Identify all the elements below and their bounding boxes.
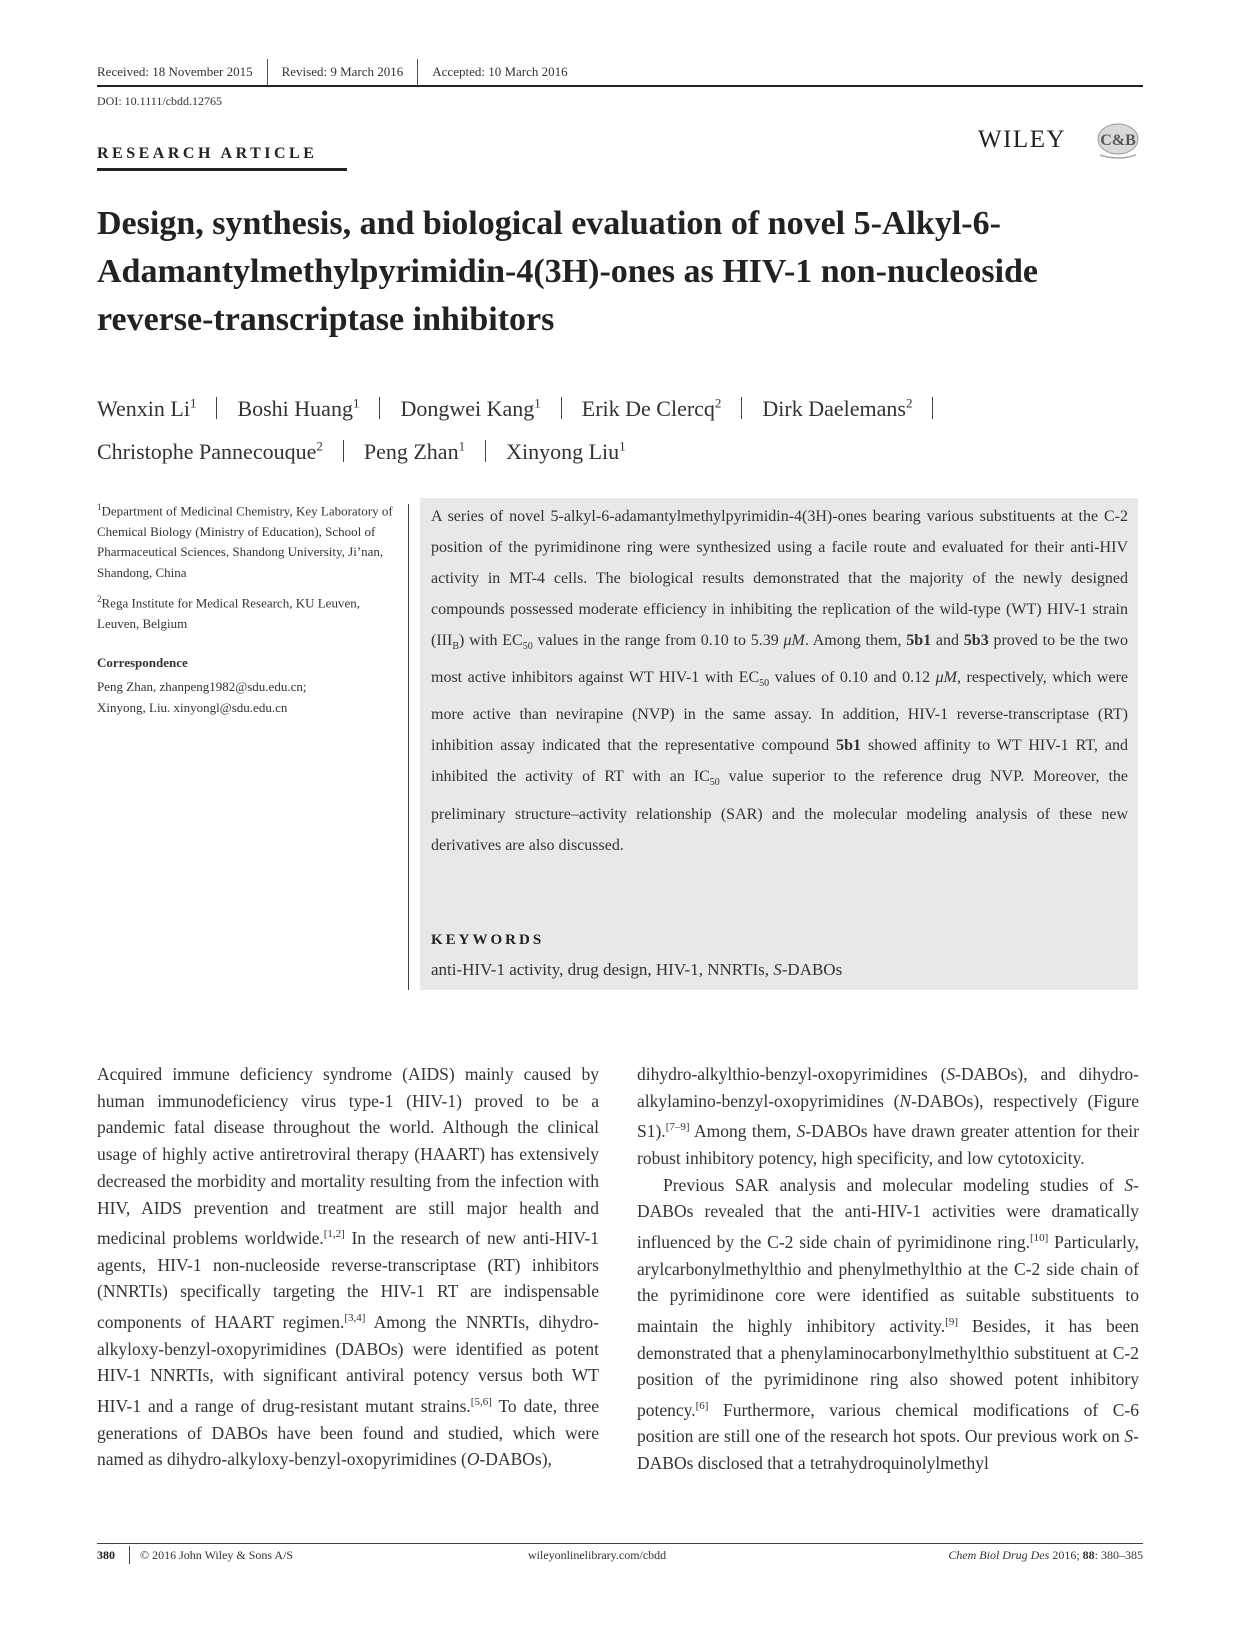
divider [932, 397, 933, 419]
author[interactable]: Peng Zhan$^1$ [363, 438, 466, 464]
keywords-heading: KEYWORDS [431, 932, 545, 948]
revised-date: Revised: 9 March 2016 [281, 64, 404, 79]
divider [741, 397, 742, 419]
author[interactable]: Erik De Clercq$^2$ [581, 396, 722, 422]
paragraph: Acquired immune deficiency syndrome (AIDS) mainly caused by human immunodeficiency virus type-1 (HIV-1) proved to be a pandemic fatal disease throughout the world. Although the clinical usage of highly active antiretroviral therapy (HAART) has extensively decreased the morbidity and mortality resulting from the infection with HIV, AIDS prevention and treatment are still major health and medicinal problems worldwide.[1,2] In the research of new anti-HIV-1 agents, HIV-1 non-nucleoside reverse-transcriptase (RT) inhibitors (NNRTIs) specifically targeting the HIV-1 RT are indispensable components of HAART regimen.[3,4] Among the NNRTIs, dihydro-alkyloxy-benzyl-oxopyrimidines (DABOs) were identified as potent HIV-1 NNRTIs, with significant antiviral potency versus both WT HIV-1 and a range of drug-resistant mutant strains.[5,6] To date, three generations of DABOs have been found and studied, which were named as dihydro-alkyloxy-benzyl-oxopyrimidines (O-DABOs), [97, 1064, 599, 1470]
author[interactable]: Christophe Pannecouque$^2$ [97, 438, 323, 464]
footer-rule [97, 1543, 1143, 1544]
author[interactable]: Dongwei Kang$^1$ [400, 396, 541, 422]
divider [485, 440, 486, 462]
correspondence-heading: Correspondence [97, 654, 188, 670]
author[interactable]: Xinyong Liu$^1$ [506, 438, 626, 464]
journal-logo-icon [1094, 121, 1142, 161]
correspondence-line[interactable]: Peng Zhan, zhanpeng1982@sdu.edu.cn; [97, 679, 307, 695]
article-type: RESEARCH ARTICLE [97, 145, 318, 162]
correspondence-line[interactable]: Xinyong, Liu. xinyongl@sdu.edu.cn [97, 699, 288, 715]
author[interactable]: Wenxin Li$^1$ [97, 396, 197, 422]
accepted-date: Accepted: 10 March 2016 [432, 64, 568, 79]
doi[interactable]: DOI: 10.1111/cbdd.12765 [97, 94, 222, 108]
received-date: Received: 18 November 2015 [97, 64, 253, 79]
header-rule [97, 85, 1143, 87]
paragraph: dihydro-alkylthio-benzyl-oxopyrimidines (S-DABOs), and dihydro-alkylamino-benzyl-oxopyrimidines (N-DABOs), respectively (Figure S1).[7–9] Among them, S-DABOs have drawn greater attention for their robust inhibitory potency, high specificity, and low cytotoxicity. [637, 1064, 1139, 1168]
keywords: anti-HIV-1 activity, drug design, HIV-1, NNRTIs, S-DABOs [431, 960, 843, 979]
affiliations [97, 497, 397, 718]
citation[interactable]: [9] [945, 1315, 958, 1328]
abstract-text: A series of novel 5-alkyl-6-adamantylmethylpyrimidin-4(3H)-ones bearing various substituents at the C-2 position of the pyrimidinone ring were synthesized using a facile route and evaluated for their anti-HIV activity in MT-4 cells. The biological results demonstrated that the majority of the newly designed compounds possessed moderate efficiency in inhibiting the replication of the wild-type (WT) HIV-1 strain $(III_B)$ with $EC_{50}$ values in the range from 0.10 to 5.39 μM. Among them, 5b1 and 5b3 proved to be the two most active inhibitors against WT HIV-1 with $EC_{50}$ values of 0.10 and 0.12 μM, respectively, which were more active than nevirapine (NVP) in the same assay. In addition, HIV-1 reverse-transcriptase (RT) inhibition assay indicated that the representative compound 5b1 showed affinity to WT HIV-1 RT, and inhibited the activity of RT with an $IC_{50}$ value superior to the reference drug NVP. Moreover, the preliminary structure–activity relationship (SAR) and the molecular modeling analysis of these new derivatives are also discussed. [431, 508, 1129, 854]
abstract-rule [408, 504, 409, 990]
article-dates [97, 60, 582, 84]
author[interactable]: Dirk Daelemans$^2$ [762, 396, 913, 422]
divider [343, 440, 344, 462]
affiliation-1: $^1$Department of Medicinal Chemistry, Key Laboratory of Chemical Biology (Ministry of Education), School of Pharmaceutical Sciences, Shandong University, Ji’nan, Shandong, China [97, 502, 393, 580]
citation[interactable]: [6] [695, 1399, 709, 1412]
journal-logo-text: C&B [1100, 132, 1136, 149]
article-title: Design, synthesis, and biological evaluation of novel 5-Alkyl-6-Adamantylmethylpyrimidin-4(3H)-ones as HIV-1 non-nucleoside reverse-transcriptase inhibitors [97, 205, 1039, 338]
article-type-underline [97, 168, 347, 171]
divider [379, 397, 380, 419]
copyright: © 2016 John Wiley & Sons A/S [140, 1548, 294, 1562]
paragraph: Previous SAR analysis and molecular modeling studies of S-DABOs revealed that the anti-HIV-1 activities were dramatically influenced by the C-2 side chain of pyrimidinone ring.[10] Particularly, arylcarbonylmethylthio and phenylmethylthio at the C-2 side chain of the pyrimidinone core were identified as suitable substituents to maintain the highly inhibitory activity.[9] Besides, it has been demonstrated that a phenylaminocarbonylmethylthio substituent at C-2 position of the pyrimidinone ring also showed potent inhibitory potency.[6] Furthermore, various chemical modifications of C-6 position are still one of the research hot spots. Our previous work on S-DABOs disclosed that a tetrahydroquinolylmethyl [637, 1174, 1139, 1474]
author-list [97, 385, 1157, 470]
divider [561, 397, 562, 419]
body-column-left [97, 1061, 599, 1473]
journal-citation: Chem Biol Drug Des 2016; 88: 380–385 [948, 1548, 1143, 1562]
body-column-right [637, 1061, 1139, 1477]
journal-url[interactable]: wileyonlinelibrary.com/cbdd [528, 1548, 667, 1562]
citation[interactable]: [5,6] [470, 1396, 492, 1409]
citation[interactable]: [3,4] [344, 1312, 366, 1325]
divider [216, 397, 217, 419]
affiliation-2: $^2$Rega Institute for Medical Research, KU Leuven, Leuven, Belgium [97, 594, 360, 632]
citation[interactable]: [7–9] [665, 1121, 690, 1134]
divider [129, 1546, 130, 1564]
citation[interactable]: [10] [1029, 1232, 1049, 1245]
page-number: 380 [97, 1548, 115, 1562]
citation[interactable]: [1,2] [323, 1228, 345, 1241]
author[interactable]: Boshi Huang$^1$ [237, 396, 360, 422]
publisher-logo: WILEY [978, 126, 1067, 153]
